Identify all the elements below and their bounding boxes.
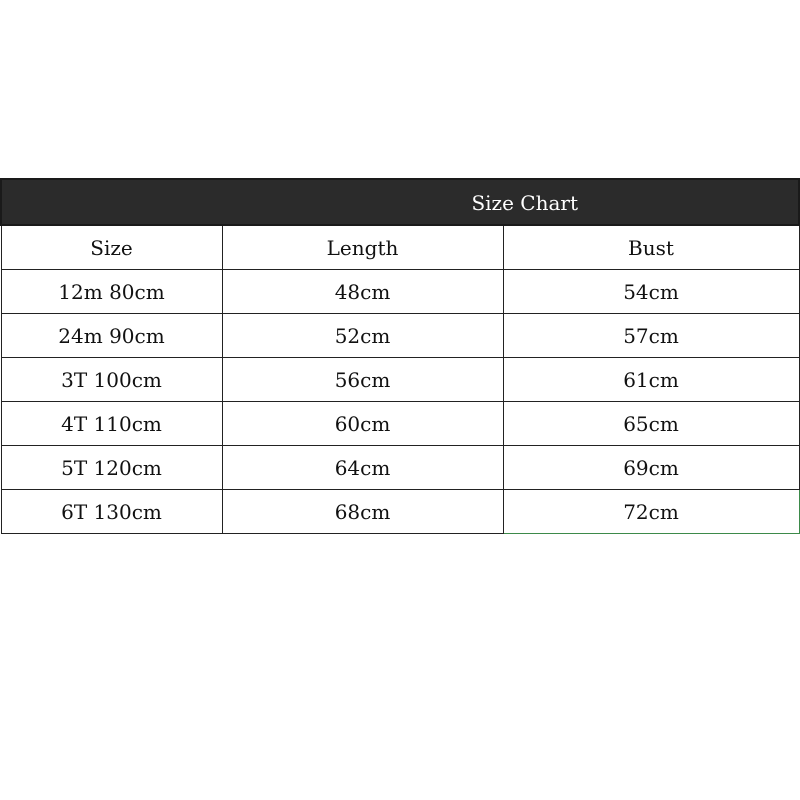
column-header-length: Length bbox=[222, 225, 503, 270]
size-cell: 6T 130cm bbox=[1, 490, 222, 534]
size-cell: 5T 120cm bbox=[1, 446, 222, 490]
table-row bbox=[1, 358, 799, 402]
bust-cell: 65cm bbox=[503, 402, 799, 446]
bust-cell: 54cm bbox=[503, 270, 799, 314]
table-title-cell bbox=[1, 179, 799, 225]
table-row bbox=[1, 446, 799, 490]
size-cell: 3T 100cm bbox=[1, 358, 222, 402]
table-row bbox=[1, 490, 799, 534]
size-cell: 12m 80cm bbox=[1, 270, 222, 314]
column-header-bust: Bust bbox=[503, 225, 799, 270]
header-row bbox=[1, 225, 799, 270]
bust-cell-selected[interactable]: 72cm bbox=[503, 490, 799, 534]
bust-cell: 57cm bbox=[503, 314, 799, 358]
length-cell: 56cm bbox=[222, 358, 503, 402]
size-chart-table bbox=[0, 178, 800, 534]
table-row bbox=[1, 270, 799, 314]
table-row bbox=[1, 402, 799, 446]
bust-cell: 61cm bbox=[503, 358, 799, 402]
size-cell: 24m 90cm bbox=[1, 314, 222, 358]
length-cell: 68cm bbox=[222, 490, 503, 534]
bust-cell: 69cm bbox=[503, 446, 799, 490]
length-cell: 64cm bbox=[222, 446, 503, 490]
length-cell: 60cm bbox=[222, 402, 503, 446]
size-cell: 4T 110cm bbox=[1, 402, 222, 446]
length-cell: 52cm bbox=[222, 314, 503, 358]
length-cell: 48cm bbox=[222, 270, 503, 314]
table-row bbox=[1, 314, 799, 358]
title-row bbox=[1, 179, 799, 225]
column-header-size: Size bbox=[1, 225, 222, 270]
table-title: Size Chart bbox=[471, 191, 578, 215]
